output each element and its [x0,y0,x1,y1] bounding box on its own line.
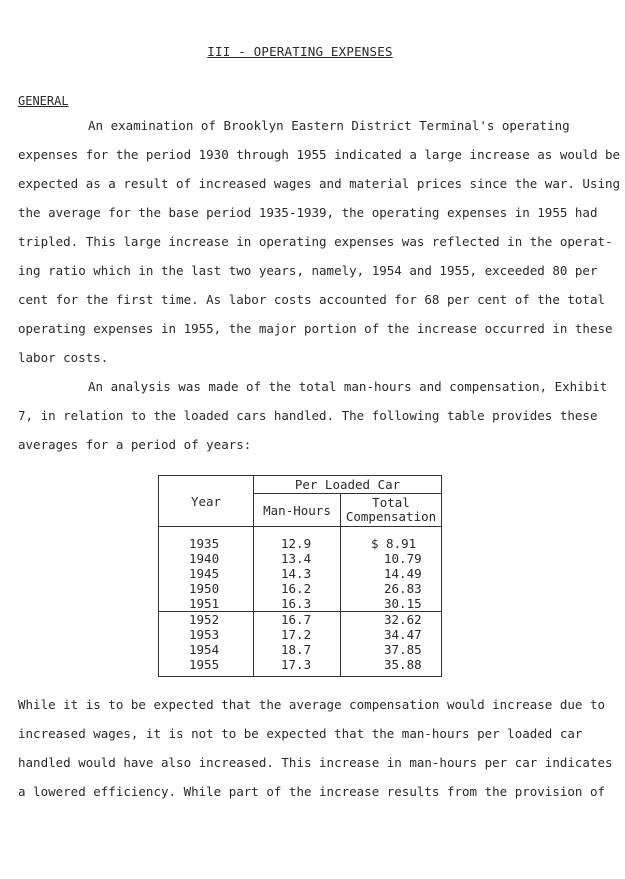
cell-man-hours: 14.3 [254,566,341,581]
paragraph-line: 7, in relation to the loaded cars handled. The following table provides these [18,408,598,423]
cell-man-hours: 12.9 [254,536,341,551]
cell-compensation: 10.79 [384,551,422,566]
cell-compensation: $ 8.91 [371,536,417,551]
table-row [159,642,442,657]
paragraph-line: expenses for the period 1930 through 1955 indicated a large increase as would be [18,147,621,162]
cell-man-hours: 16.7 [254,612,341,628]
paragraph-3 [18,690,613,806]
cell-year: 1945 [159,566,254,581]
cell-man-hours: 17.3 [254,657,341,677]
cell-year: 1955 [159,657,254,677]
cell-year: 1954 [159,642,254,657]
cell-man-hours: 16.3 [254,596,341,612]
per-loaded-car-table [158,475,442,677]
cell-man-hours: 16.2 [254,581,341,596]
cell-compensation: 34.47 [384,627,422,642]
paragraph-line: expected as a result of increased wages and material prices since the war. Using [18,176,621,191]
paragraph-line: labor costs. [18,350,109,365]
cell-compensation: 30.15 [341,596,442,612]
table-header-year: Year [159,476,254,527]
page-title: III - OPERATING EXPENSES [207,44,393,59]
table-header-per-loaded-car: Per Loaded Car [254,476,442,494]
paragraph-line: tripled. This large increase in operating expenses was reflected in the operat- [18,234,613,249]
table-header-man-hours: Man-Hours [254,494,341,527]
table-row [159,566,442,581]
cell-compensation: 35.88 [384,657,422,672]
paragraph-line: increased wages, it is not to be expected that the man-hours per loaded car [18,726,583,741]
cell-compensation: 14.49 [384,566,422,581]
cell-compensation: 37.85 [384,642,422,657]
cell-year: 1951 [159,596,254,612]
paragraph-line: averages for a period of years: [18,437,252,452]
cell-compensation: 32.62 [384,612,422,627]
paragraph-line: An examination of Brooklyn Eastern District Terminal's operating [88,118,570,133]
table-row [159,536,442,551]
paragraph-line: the average for the base period 1935-1939, the operating expenses in 1955 had [18,205,598,220]
paragraph-line: ing ratio which in the last two years, namely, 1954 and 1955, exceeded 80 per [18,263,598,278]
table-row [159,551,442,566]
paragraph-line: a lowered efficiency. While part of the increase results from the provision of [18,784,605,799]
paragraph-line: operating expenses in 1955, the major portion of the increase occurred in these [18,321,613,336]
section-heading: GENERAL [18,94,69,108]
paragraph-line: handled would have also increased. This increase in man-hours per car indicates [18,755,613,770]
paragraph-2 [18,372,608,459]
paragraph-line: While it is to be expected that the average compensation would increase due to [18,697,605,712]
cell-compensation: 26.83 [384,581,422,596]
cell-year: 1935 [159,536,254,551]
paragraph-1 [18,111,621,372]
cell-year: 1953 [159,627,254,642]
paragraph-line: An analysis was made of the total man-hours and compensation, Exhibit [88,379,608,394]
paragraph-line: cent for the first time. As labor costs accounted for 68 per cent of the total [18,292,605,307]
cell-man-hours: 17.2 [254,627,341,642]
table-header-compensation-line: Compensation [345,509,437,524]
table-row [159,596,442,612]
cell-year: 1950 [159,581,254,596]
table-row [159,612,442,628]
table-header-total-line: Total [372,495,410,510]
cell-man-hours: 18.7 [254,642,341,657]
cell-year: 1952 [159,612,254,628]
table-row [159,627,442,642]
table-row [159,657,442,677]
cell-year: 1940 [159,551,254,566]
cell-man-hours: 13.4 [254,551,341,566]
table-header-total-compensation [341,494,442,527]
table-row [159,581,442,596]
